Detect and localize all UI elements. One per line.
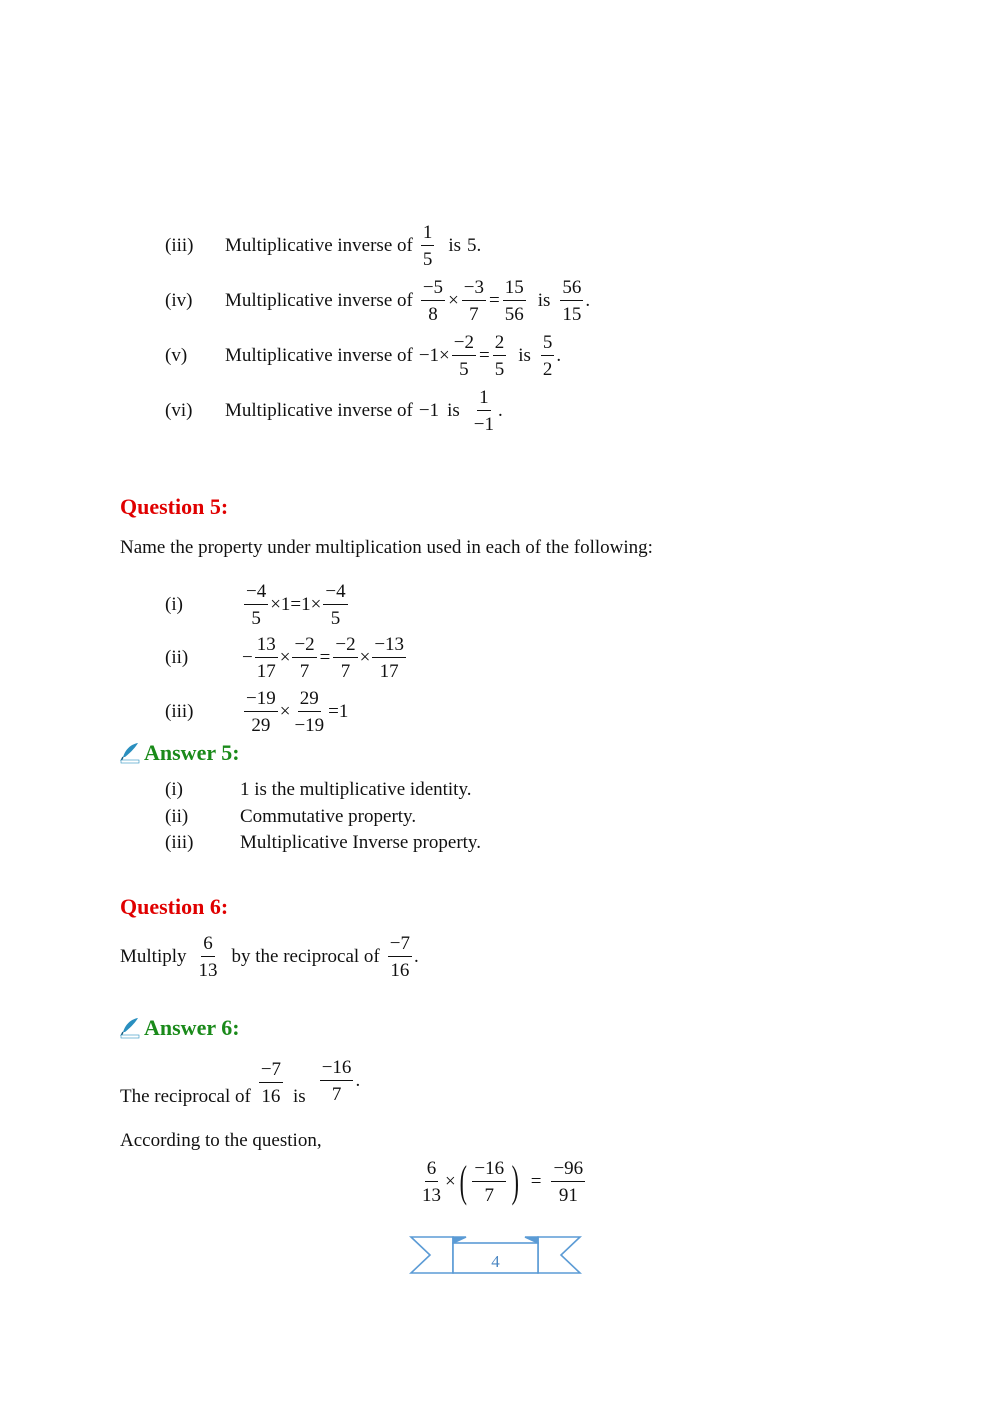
fraction: $\frac{2}{5}$ (494, 332, 505, 380)
item-label: (ii) (165, 647, 189, 668)
fraction: $\frac{-19}{29}$ (246, 688, 276, 736)
item-text: Multiplicative inverse of (225, 400, 413, 421)
item-label: (vi) (165, 400, 193, 421)
fraction: $\frac{6}{13}$ (198, 933, 218, 981)
fraction: $\frac{29}{-19}$ (294, 688, 325, 736)
quill-pen-icon (120, 742, 140, 764)
item-label: (iii) (165, 701, 194, 722)
question-6-prompt: Multiply $\frac{6}{13}$ by the reciprocal of $\frac{-7}{16}$ . (120, 933, 419, 981)
a5-item-ii (165, 805, 416, 829)
fraction: $\frac{13}{17}$ (256, 634, 276, 682)
page-number-ribbon (408, 1233, 583, 1278)
fraction: $\frac{15}{56}$ (504, 277, 524, 325)
fraction: $\frac{-4}{5}$ (325, 581, 346, 629)
q4-item-v: (v) Multiplicative inverse of −1× $\frac{-2}{5}$ = $\frac{2}{5}$ is $\frac{5}{2}$ . (165, 332, 562, 380)
fraction: $\frac{-2}{5}$ (453, 332, 474, 380)
item-label: (iv) (165, 290, 193, 311)
fraction: $\frac{-3}{7}$ (463, 277, 484, 325)
page-number: 4 (491, 1252, 500, 1271)
question-5-heading: Question 5: (120, 494, 229, 519)
fraction: $\frac{-96}{91}$ (553, 1158, 584, 1206)
item-text: 1 is the multiplicative identity. (240, 779, 472, 800)
fraction: $\frac{-7}{16}$ (389, 933, 410, 981)
fraction: $\frac{6}{13}$ (422, 1158, 441, 1206)
quill-pen-icon (120, 1017, 140, 1039)
fraction: $\frac{-2}{7}$ (335, 634, 356, 682)
a5-item-i (165, 778, 471, 802)
item-text: Multiplicative inverse of (225, 290, 413, 311)
answer-6-line-2: According to the question, (120, 1130, 322, 1151)
answer-5-heading: Answer 5: (120, 740, 240, 766)
fraction: $\frac{-7}{16}$ (260, 1059, 282, 1107)
q5-item-i: (i) $\frac{-4}{5}$ ×1=1× $\frac{-4}{5}$ (165, 581, 346, 629)
a5-item-iii (165, 831, 481, 855)
item-label: (i) (165, 779, 183, 800)
item-text: Multiplicative Inverse property. (240, 832, 481, 853)
item-label: (iii) (165, 235, 194, 256)
item-text: Commutative property. (240, 806, 417, 827)
item-label: (ii) (165, 806, 189, 827)
item-text: Multiplicative inverse of (225, 345, 413, 366)
fraction: $\frac{-2}{7}$ (294, 634, 315, 682)
q5-item-ii: (ii) − $\frac{13}{17}$ × $\frac{-2}{7}$ = $\frac{-2}{7}$ × $\frac{-13}{17}$ (165, 634, 405, 682)
fraction: $\frac{1}{-1}$ (473, 387, 494, 435)
fraction: $\frac{-16}{7}$ (321, 1057, 352, 1105)
question-5-prompt: Name the property under multiplication used in each of the following: (120, 537, 653, 558)
q4-item-iii: (iii) Multiplicative inverse of $\frac{1}{5}$ is 5. (165, 222, 482, 270)
item-text: Multiplicative inverse of (225, 235, 413, 256)
fraction: $\frac{5}{2}$ (542, 332, 553, 380)
fraction: $\frac{1}{5}$ (422, 222, 433, 270)
q5-item-iii: (iii) $\frac{-19}{29}$ × $\frac{29}{-19}$ =1 (165, 688, 349, 736)
answer-6-heading: Answer 6: (120, 1015, 240, 1041)
answer-6-line-1: The reciprocal of $\frac{-7}{16}$ is $\frac{-16}{7}$ . (120, 1057, 361, 1107)
item-label: (i) (165, 594, 183, 615)
item-label: (iii) (165, 832, 194, 853)
fraction: $\frac{-5}{8}$ (422, 277, 444, 325)
answer-6-equation: $\frac{6}{13}$ × ( $\frac{-16}{7}$ ) = $\frac{-96}{91}$ (422, 1157, 584, 1206)
q4-item-iv: (iv) Multiplicative inverse of $\frac{-5}{8}$ × $\frac{-3}{7}$ = $\frac{15}{56}$ is $\frac{56}{15}$ . (165, 277, 591, 325)
fraction: $\frac{-13}{17}$ (374, 634, 405, 682)
item-label: (v) (165, 345, 188, 366)
question-6-heading: Question 6: (120, 894, 229, 919)
fraction: $\frac{-4}{5}$ (246, 581, 267, 629)
fraction: $\frac{56}{15}$ (562, 277, 582, 325)
fraction: $\frac{-16}{7}$ (474, 1158, 505, 1206)
q4-item-vi: (vi) Multiplicative inverse of −1 is $\frac{1}{-1}$ . (165, 387, 503, 435)
